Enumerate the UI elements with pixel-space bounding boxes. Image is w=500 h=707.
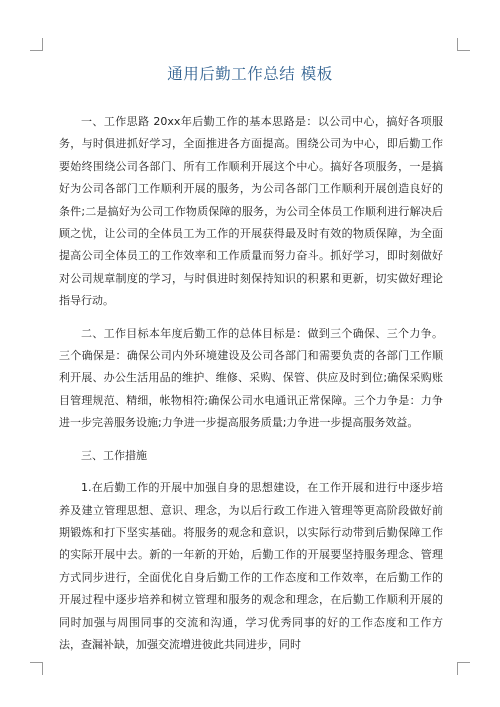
crop-mark-bottom-left — [30, 662, 43, 675]
paragraph-measure-1: 1.在后勤工作的开展中加强自身的思想建设，在工作开展和进行中逐步培养及建立管理思想、意识、理念，为以后行政工作进入管理等更高阶段做好前期锻炼和打下坚实基础。将服务的观念和意识，以实际行动带到后勤保障工作的实际开展中去。新的一年新的开始，后勤工作的开展要坚持服务理念、管理方式同步进行，全面优化自身后勤工作的工作态度和工作效率，在后勤工作的开展过程中逐步培养和树立管理和服务的观念和理念，在后勤工作顺利开展的同时加强与周围同事的交流和沟通，学习优秀同事的好的工作态度和工作方法，查漏补缺，加强交流增进彼此共同进步，同时 — [59, 481, 443, 651]
paragraph-work-approach: 一、工作思路 20xx年后勤工作的基本思路是：以公司中心，搞好各项服务，与时俱进抓好学习，全面推进各方面提高。围绕公司为中心，即后勤工作要始终围绕公司各部门、所有工作顺利开展这个中心。搞好各项服务，一是搞好为公司各部门工作顺利开展的服务，为公司各部门工作顺利开展创造良好的条件;二是搞好为公司工作物质保障的服务，为公司全体员工作顺利进行解决后顾之忧，让公司的全体员工为工作的开展获得最及时有效的物质保障，为全面提高公司全体员工的工作效率和工作质量而努力奋斗。抓好学习，即时刻做好对公司规章制度的学习，与时俱进时刻保持知识的积累和更新，切实做好理论指导行动。 — [59, 115, 443, 308]
document-title: 通用后勤工作总结 模板 — [167, 65, 333, 83]
crop-mark-top-left — [30, 38, 43, 51]
paragraph-measures-heading: 三、工作措施 — [81, 448, 147, 462]
crop-mark-top-right — [457, 38, 470, 51]
crop-mark-bottom-right — [457, 662, 470, 675]
paragraph-work-goals: 二、工作目标本年度后勤工作的总体目标是：做到三个确保、三个力争。三个确保是：确保公司内外环境建设及公司各部门和需要负责的各部门工作顺利开展、办公生活用品的维护、维修、采购、保管、供应及时到位;确保采购账目管理规范、精细，帐物相符;确保公司水电通讯正常保障。三个力争是：力争进一步完善服务设施;力争进一步提高服务质量;力争进一步提高服务效益。 — [59, 326, 443, 430]
document-body — [59, 111, 443, 666]
